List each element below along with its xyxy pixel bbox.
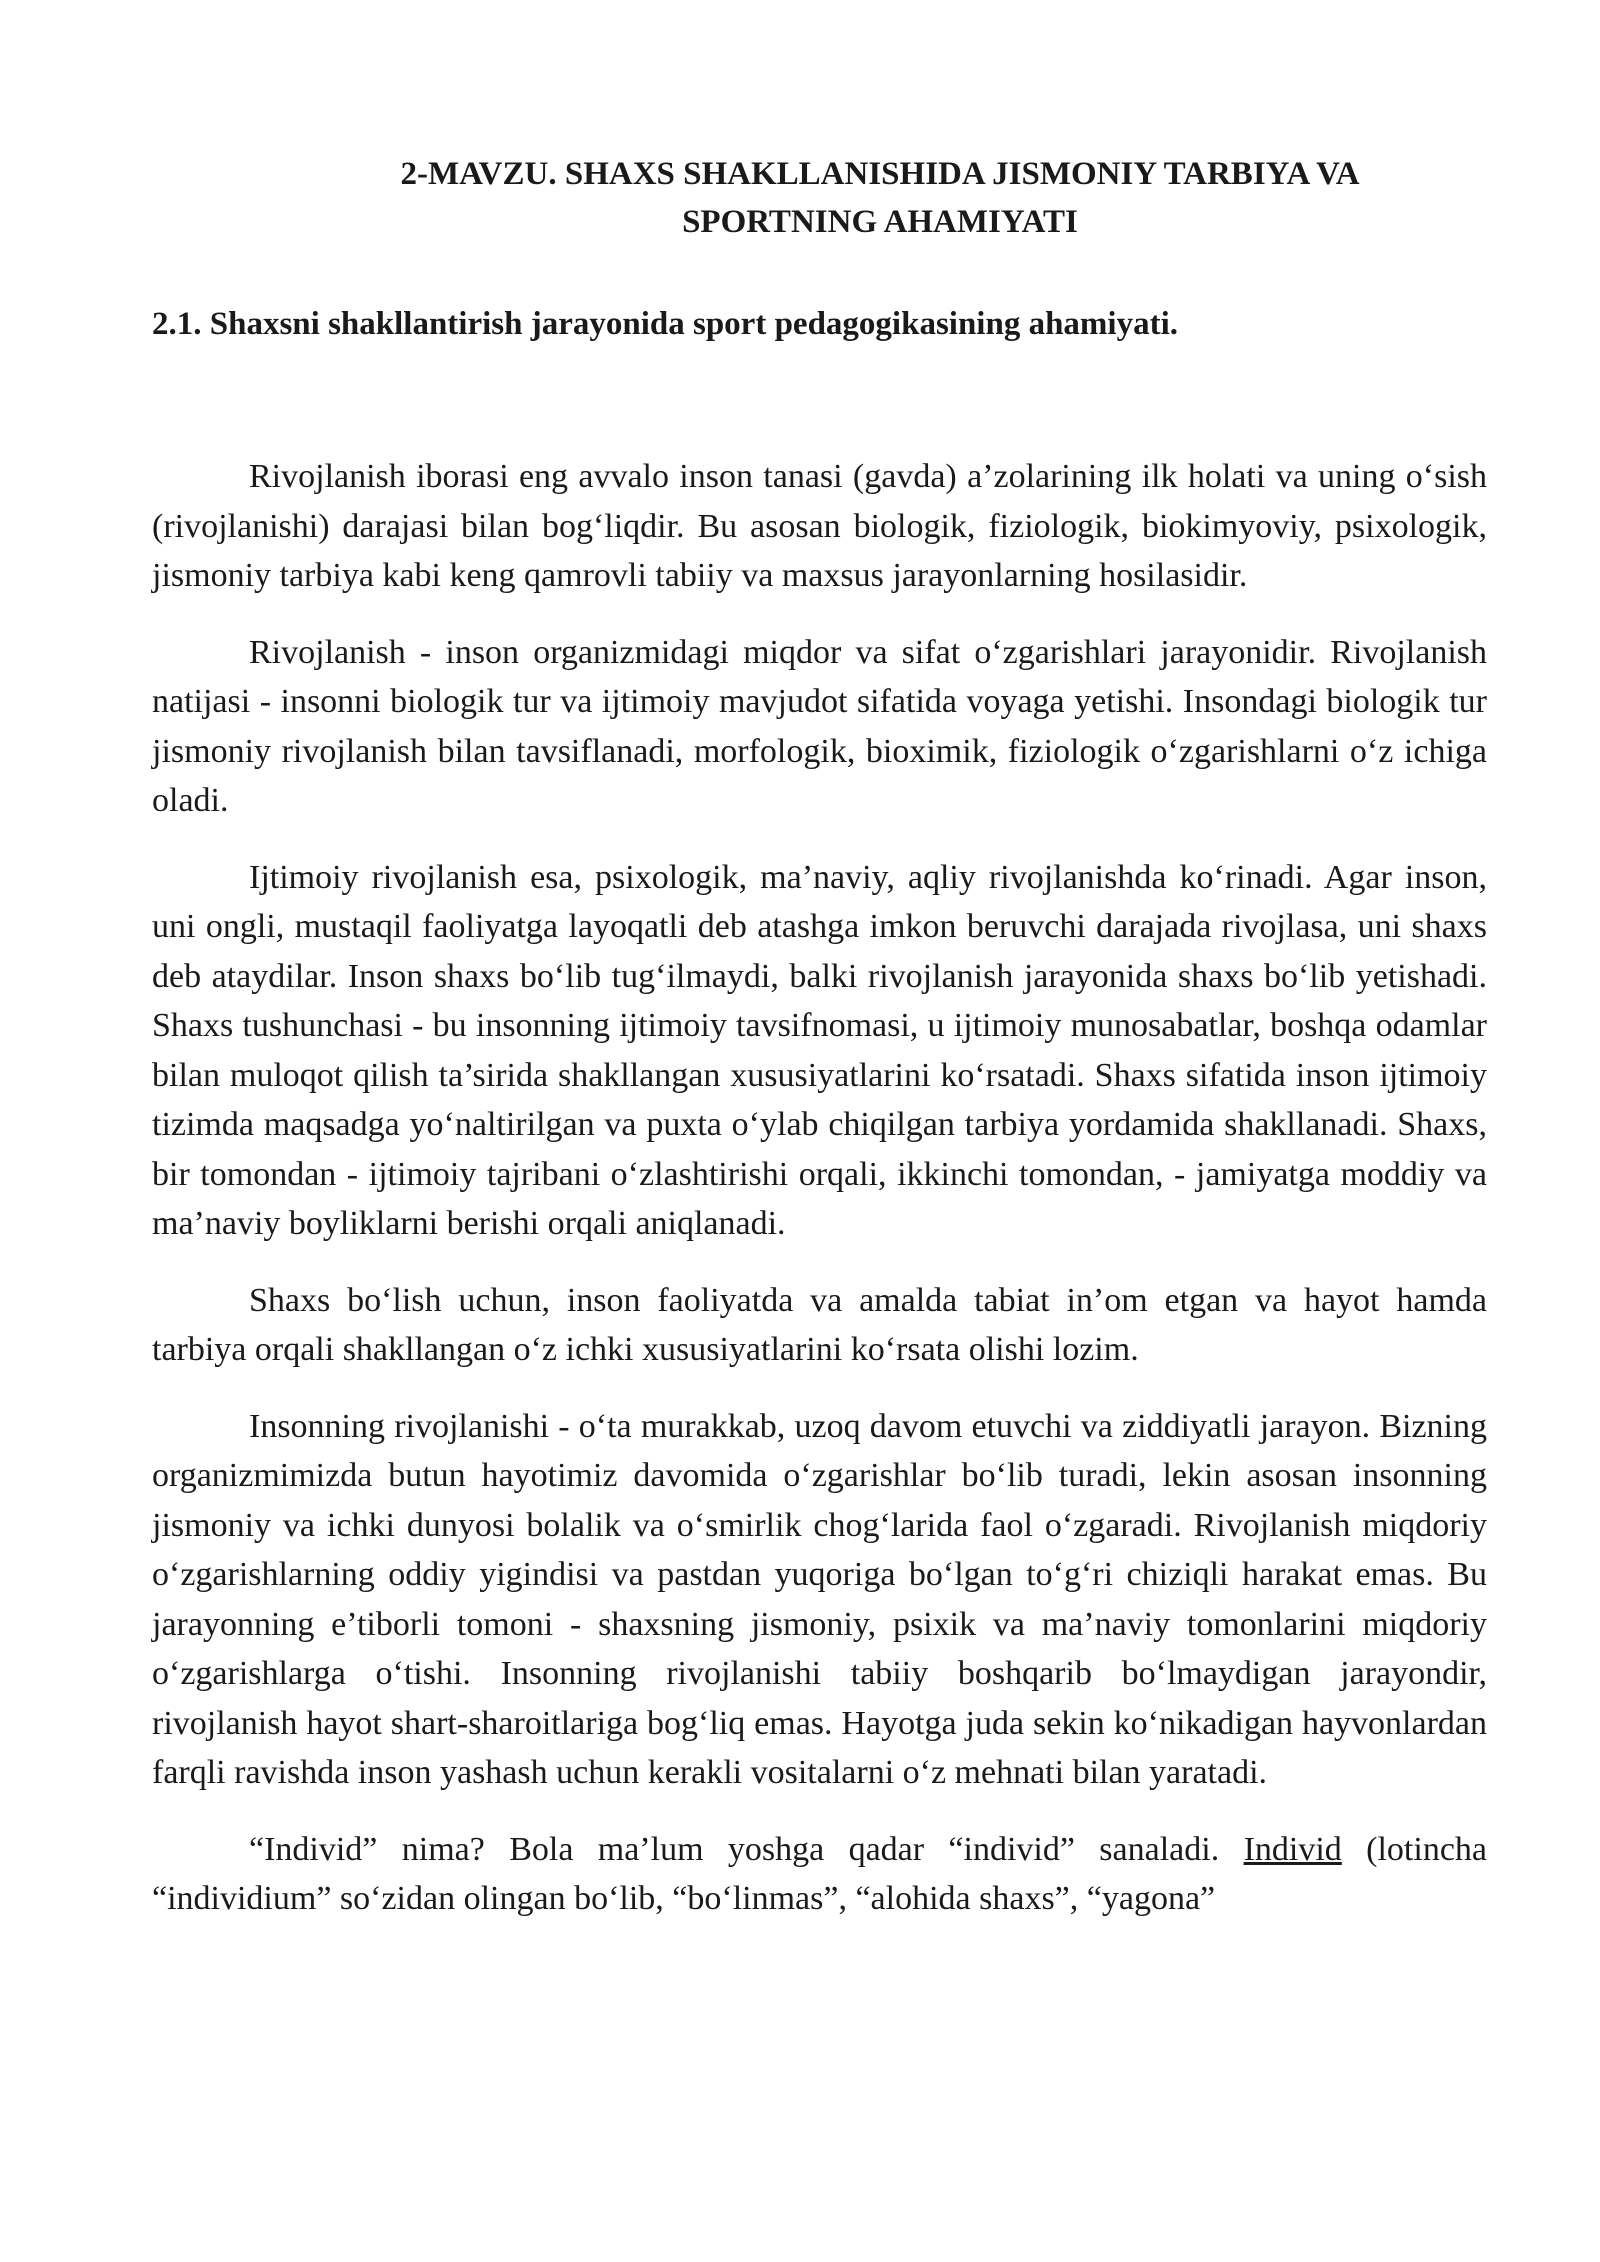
paragraph-1: Rivojlanish iborasi eng avvalo inson tanasi (gavda) a’zolarining ilk holati va uning o‘sish (rivojlanishi) darajasi bilan bog‘liqdir. Bu asosan biologik, fiziologik, biokimyoviy, psixologik, jismoniy tarbiya kabi keng qamrovli tabiiy va maxsus jarayonlarning hosilasidir. xyxy=(152,458,1487,594)
topic-title xyxy=(150,150,1450,246)
paragraph-6-start: “Individ” nima? Bola ma’lum yoshga qadar “individ” sanaladi. xyxy=(249,1830,1244,1868)
paragraph-6 xyxy=(152,1825,1487,1924)
topic-title-line-2: SPORTNING AHAMIYATI xyxy=(682,204,1078,240)
section-heading: 2.1. Shaxsni shakllantirish jarayonida sport pedagogikasining ahamiyati. xyxy=(152,306,1178,342)
paragraph-4: Shaxs bo‘lish uchun, inson faoliyatda va amalda tabiat in’om etgan va hayot hamda tarbiya orqali shakllangan o‘z ichki xususiyatlarini ko‘rsata olishi lozim. xyxy=(152,1281,1487,1368)
paragraph-3: Ijtimoiy rivojlanish esa, psixologik, ma’naviy, aqliy rivojlanishda ko‘rinadi. Agar inson, uni ongli, mustaqil faoliyatga layoqatli deb atashga imkon beruvchi darajada rivojlasa, uni shaxs deb ataydilar. Inson shaxs bo‘lib tug‘ilmaydi, balki rivojlanish jarayonida shaxs bo‘lib yetishadi. Shaxs tushunchasi - bu insonning ijtimoiy tavsifnomasi, u ijtimoiy munosabatlar, boshqa odamlar bilan muloqot qilish ta’sirida shakllangan xususiyatlarini ko‘rsatadi. Shaxs sifatida inson ijtimoiy tizimda maqsadga yo‘naltirilgan va puxta o‘ylab chiqilgan tarbiya yordamida shakllanadi. Shaxs, bir tomondan - ijtimoiy tajribani o‘zlashtirishi orqali, ikkinchi tomondan, - jamiyatga moddiy va ma’naviy boyliklarni berishi orqali aniqlanadi. xyxy=(152,858,1487,1242)
paragraph-2: Rivojlanish - inson organizmidagi miqdor va sifat o‘zgarishlari jarayonidir. Rivojlanish natijasi - insonni biologik tur va ijtimoiy mavjudot sifatida voyaga yetishi. Insondagi biologik tur jismoniy rivojlanish bilan tavsiflanadi, morfologik, bioximik, fiziologik o‘zgarishlarni o‘z ichiga oladi. xyxy=(152,633,1487,819)
paragraph-6-end: (lotincha “individium” so‘zidan olingan bo‘lib, “bo‘linmas”, “alohida shaxs”, “yagona” xyxy=(152,1830,1488,1917)
topic-title-line-1: 2-MAVZU. SHAXS SHAKLLANISHIDA JISMONIY TARBIYA VA xyxy=(400,156,1360,192)
underlined-term-individ: Individ xyxy=(1243,1830,1342,1868)
body-text xyxy=(152,452,1487,1924)
paragraph-5: Insonning rivojlanishi - o‘ta murakkab, uzoq davom etuvchi va ziddiyatli jarayon. Bizning organizmimizda butun hayotimiz davomida o‘zgarishlar bo‘lib turadi, lekin asosan insonning jismoniy va ichki dunyosi bolalik va o‘smirlik chog‘larida faol o‘zgaradi. Rivojlanish miqdoriy o‘zgarishlarning oddiy yigindisi va pastdan yuqoriga bo‘lgan to‘g‘ri chiziqli harakat emas. Bu jarayonning e’tiborli tomoni - shaxsning jismoniy, psixik va ma’naviy tomonlarini miqdoriy o‘zgarishlarga o‘tishi. Insonning rivojlanishi tabiiy boshqarib bo‘lmaydigan jarayondir, rivojlanish hayot shart-sharoitlariga bog‘liq emas. Hayotga juda sekin ko‘nikadigan hayvonlardan farqli ravishda inson yashash uchun kerakli vositalarni o‘z mehnati bilan yaratadi. xyxy=(152,1407,1487,1791)
